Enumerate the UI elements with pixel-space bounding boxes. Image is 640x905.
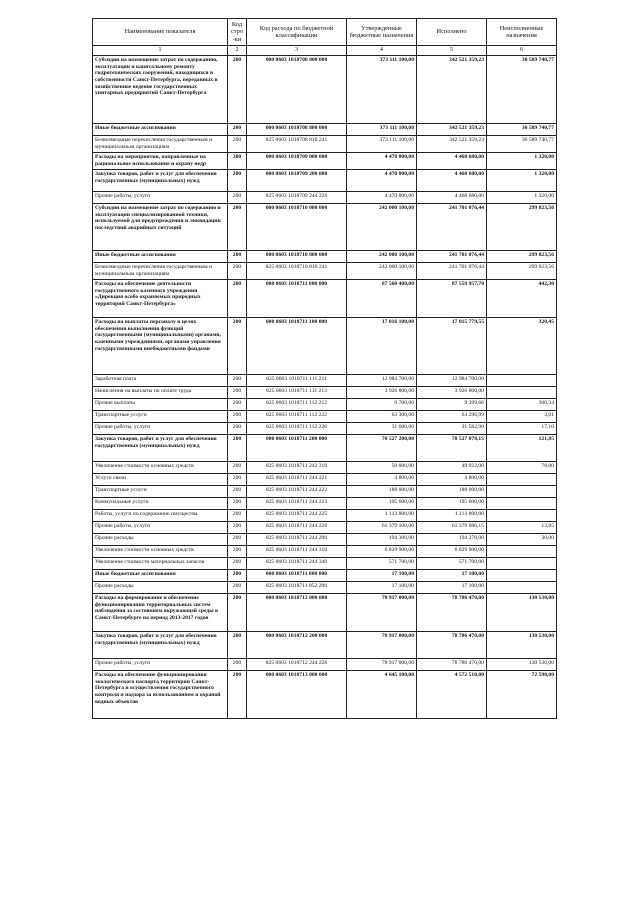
row-unexecuted: 17,10 xyxy=(487,423,557,435)
row-unexecuted: 30 589 740,77 xyxy=(487,136,557,153)
table-row xyxy=(93,435,557,462)
row-code: 200 xyxy=(228,474,247,486)
row-name: Увеличение стоимости материальных запасов xyxy=(93,558,228,570)
row-executed: 49 922,00 xyxy=(417,462,487,474)
row-unexecuted: 30 589 740,77 xyxy=(487,124,557,136)
row-classification: 825 0603 1018712 244 226 xyxy=(247,659,347,671)
row-unexecuted: 299 023,56 xyxy=(487,204,557,251)
row-name: Безвозмездные перечисления государственным и муниципальным организациям xyxy=(93,263,228,280)
row-classification: 825 0603 1018711 244 225 xyxy=(247,510,347,522)
row-classification: 000 0603 1018711 800 000 xyxy=(247,570,347,582)
row-classification: 000 0603 1018711 200 000 xyxy=(247,435,347,462)
header-number: 4 xyxy=(347,46,417,56)
row-code: 200 xyxy=(228,671,247,719)
row-approved: 9 700,00 xyxy=(347,399,417,411)
row-name: Безвозмездные перечисления государственным и муниципальным организациям xyxy=(93,136,228,153)
row-name: Расходы на формирование и обеспечение функционирования территориальных систем наблюдения за состоянием окружающей среды в Санкт-Петербурге на период 2013-2017 годов xyxy=(93,594,228,632)
row-unexecuted: 130 530,00 xyxy=(487,659,557,671)
row-code: 200 xyxy=(228,399,247,411)
row-name: Прочие работы, услуги xyxy=(93,522,228,534)
row-unexecuted xyxy=(487,570,557,582)
row-executed: 241 701 076,44 xyxy=(417,251,487,263)
row-executed: 3 926 800,00 xyxy=(417,387,487,399)
row-approved: 3 926 800,00 xyxy=(347,387,417,399)
header-numbers-row xyxy=(93,46,557,56)
row-executed: 4 468 680,00 xyxy=(417,192,487,204)
row-code: 200 xyxy=(228,411,247,423)
row-name: Прочие расходы xyxy=(93,582,228,594)
row-executed: 188 000,00 xyxy=(417,486,487,498)
table-row xyxy=(93,136,557,153)
row-code: 200 xyxy=(228,375,247,387)
row-name: Закупка товаров, работ и услуг для обеспечения государственных (муниципальных) нужд xyxy=(93,435,228,462)
row-unexecuted: 78,00 xyxy=(487,462,557,474)
row-unexecuted xyxy=(487,498,557,510)
row-code: 200 xyxy=(228,56,247,124)
row-unexecuted xyxy=(487,582,557,594)
row-executed: 1 113 800,00 xyxy=(417,510,487,522)
row-name: Расходы на выплаты персоналу в целях обеспечения выполнения функций государственными (муниципальными) органами, казенными учреждениями, органами управления государственными внебюджетными фондами xyxy=(93,318,228,375)
row-code: 200 xyxy=(228,462,247,474)
row-code: 200 xyxy=(228,170,247,192)
row-approved: 63 300,00 xyxy=(347,411,417,423)
row-unexecuted xyxy=(487,546,557,558)
row-classification: 825 0603 1018711 111 213 xyxy=(247,387,347,399)
row-classification: 825 0603 1018711 244 222 xyxy=(247,486,347,498)
row-approved: 61 379 100,00 xyxy=(347,522,417,534)
row-classification: 825 0603 1018708 810 241 xyxy=(247,136,347,153)
header-number: 2 xyxy=(228,46,247,56)
row-code: 200 xyxy=(228,522,247,534)
row-executed: 17 100,00 xyxy=(417,570,487,582)
table-body xyxy=(93,56,557,719)
table-row xyxy=(93,280,557,318)
row-approved: 70 527 200,00 xyxy=(347,435,417,462)
row-unexecuted: 30,00 xyxy=(487,534,557,546)
row-name: Закупка товаров, работ и услуг для обеспечения государственных (муниципальных) нужд xyxy=(93,632,228,659)
row-name: Транспортные услуги xyxy=(93,411,228,423)
row-classification: 000 0603 1018708 800 000 xyxy=(247,124,347,136)
row-approved: 4 800,00 xyxy=(347,474,417,486)
row-executed: 61 379 086,15 xyxy=(417,522,487,534)
row-classification: 825 0603 1018711 111 211 xyxy=(247,375,347,387)
table-header-row xyxy=(93,19,557,46)
row-executed: 4 468 680,00 xyxy=(417,153,487,170)
row-code: 200 xyxy=(228,510,247,522)
row-code: 200 xyxy=(228,582,247,594)
row-name: Прочие расходы xyxy=(93,534,228,546)
row-classification: 825 0603 1018711 244 290 xyxy=(247,534,347,546)
table-row xyxy=(93,582,557,594)
row-executed: 342 521 359,23 xyxy=(417,136,487,153)
row-code: 200 xyxy=(228,387,247,399)
table-row xyxy=(93,170,557,192)
table-row xyxy=(93,462,557,474)
header-executed: Исполнено xyxy=(417,19,487,46)
row-name: Увеличение стоимости основных средств xyxy=(93,546,228,558)
row-approved: 4 470 000,00 xyxy=(347,192,417,204)
row-approved: 50 000,00 xyxy=(347,462,417,474)
table-row xyxy=(93,510,557,522)
row-approved: 194 300,00 xyxy=(347,534,417,546)
row-code: 200 xyxy=(228,423,247,435)
row-unexecuted xyxy=(487,486,557,498)
row-approved: 242 000 100,00 xyxy=(347,263,417,280)
table-row xyxy=(93,56,557,124)
header-number: 1 xyxy=(93,46,228,56)
header-unexecuted: Неисполненные назначения xyxy=(487,19,557,46)
row-approved: 242 000 100,00 xyxy=(347,204,417,251)
table-row xyxy=(93,594,557,632)
table-row xyxy=(93,546,557,558)
table-row xyxy=(93,399,557,411)
row-executed: 342 521 359,23 xyxy=(417,56,487,124)
row-classification: 000 0603 1018712 000 000 xyxy=(247,594,347,632)
row-approved: 78 917 000,00 xyxy=(347,632,417,659)
row-unexecuted: 130 530,00 xyxy=(487,632,557,659)
row-classification: 825 0603 1018711 244 223 xyxy=(247,498,347,510)
table-row xyxy=(93,375,557,387)
row-name: Прочие работы, услуги xyxy=(93,423,228,435)
row-unexecuted: 299 023,56 xyxy=(487,263,557,280)
row-code: 200 xyxy=(228,435,247,462)
row-approved: 17 100,00 xyxy=(347,582,417,594)
row-classification: 000 0603 1018711 100 000 xyxy=(247,318,347,375)
row-approved: 1 113 800,00 xyxy=(347,510,417,522)
row-approved: 6 829 900,00 xyxy=(347,546,417,558)
header-number: 6 xyxy=(487,46,557,56)
row-classification: 825 0603 1018711 112 212 xyxy=(247,399,347,411)
row-name: Расходы на обеспечение деятельности государственного казенного учреждения «Дирекция особо охраняемых природных территорий Санкт-Петербурга» xyxy=(93,280,228,318)
row-name: Иные бюджетные ассигнования xyxy=(93,251,228,263)
row-approved: 87 560 400,00 xyxy=(347,280,417,318)
row-unexecuted: 130 530,00 xyxy=(487,594,557,632)
row-approved: 4 470 000,00 xyxy=(347,170,417,192)
table-row xyxy=(93,423,557,435)
row-name: Закупка товаров, работ и услуг для обеспечения государственных (муниципальных) нужд xyxy=(93,170,228,192)
row-code: 200 xyxy=(228,263,247,280)
row-executed: 4 800,00 xyxy=(417,474,487,486)
row-code: 200 xyxy=(228,251,247,263)
row-classification: 825 0603 1018711 852 290 xyxy=(247,582,347,594)
row-classification: 000 0603 1018710 800 000 xyxy=(247,251,347,263)
row-executed: 194 270,00 xyxy=(417,534,487,546)
row-unexecuted: 320,45 xyxy=(487,318,557,375)
row-classification: 000 0603 1018709 000 000 xyxy=(247,153,347,170)
row-code: 200 xyxy=(228,318,247,375)
row-code: 200 xyxy=(228,280,247,318)
row-executed: 17 015 779,55 xyxy=(417,318,487,375)
row-unexecuted: 13,85 xyxy=(487,522,557,534)
row-executed: 78 786 470,00 xyxy=(417,632,487,659)
row-name: Коммунальные услуги xyxy=(93,498,228,510)
row-name: Услуги связи xyxy=(93,474,228,486)
row-classification: 000 0603 1018713 000 000 xyxy=(247,671,347,719)
row-name: Прочие выплаты xyxy=(93,399,228,411)
row-classification: 825 0603 1018710 810 241 xyxy=(247,263,347,280)
row-name: Прочие работы, услуги xyxy=(93,192,228,204)
row-classification: 825 0603 1018711 244 340 xyxy=(247,558,347,570)
row-approved: 4 645 100,00 xyxy=(347,671,417,719)
row-code: 200 xyxy=(228,486,247,498)
table-row xyxy=(93,204,557,251)
table-row xyxy=(93,632,557,659)
row-unexecuted: 300,34 xyxy=(487,399,557,411)
row-approved: 373 111 100,00 xyxy=(347,56,417,124)
table-row xyxy=(93,486,557,498)
row-unexecuted: 442,30 xyxy=(487,280,557,318)
table-row xyxy=(93,318,557,375)
row-executed: 4 572 510,00 xyxy=(417,671,487,719)
row-approved: 195 600,00 xyxy=(347,498,417,510)
table-row xyxy=(93,263,557,280)
row-code: 200 xyxy=(228,498,247,510)
row-code: 200 xyxy=(228,594,247,632)
row-code: 200 xyxy=(228,659,247,671)
row-code: 200 xyxy=(228,546,247,558)
row-approved: 78 917 000,00 xyxy=(347,594,417,632)
row-executed: 70 527 078,15 xyxy=(417,435,487,462)
row-unexecuted xyxy=(487,510,557,522)
row-executed: 17 100,00 xyxy=(417,582,487,594)
row-unexecuted: 121,85 xyxy=(487,435,557,462)
row-name: Увеличение стоимости основных средств xyxy=(93,462,228,474)
row-executed: 4 468 680,00 xyxy=(417,170,487,192)
row-unexecuted: 30 589 740,77 xyxy=(487,56,557,124)
row-code: 200 xyxy=(228,124,247,136)
row-code: 200 xyxy=(228,558,247,570)
table-row xyxy=(93,192,557,204)
row-executed: 241 701 076,44 xyxy=(417,204,487,251)
row-approved: 12 984 700,00 xyxy=(347,375,417,387)
row-approved: 242 000 100,00 xyxy=(347,251,417,263)
row-name: Расходы на мероприятия, направленные на рациональное использование и охрану недр xyxy=(93,153,228,170)
row-code: 200 xyxy=(228,153,247,170)
row-classification: 000 0603 1018710 000 000 xyxy=(247,204,347,251)
row-approved: 4 470 000,00 xyxy=(347,153,417,170)
row-unexecuted xyxy=(487,558,557,570)
table-row xyxy=(93,251,557,263)
row-executed: 342 521 359,23 xyxy=(417,124,487,136)
row-unexecuted: 3,01 xyxy=(487,411,557,423)
budget-execution-table xyxy=(92,18,557,719)
row-executed: 12 984 700,00 xyxy=(417,375,487,387)
row-name: Расходы на обеспечение функционирования экологического паспорта территории Санкт-Петербурга и осуществления государственного контроля и надзора за использованием и охраной водных объектов xyxy=(93,671,228,719)
row-classification: 825 0603 1018709 244 226 xyxy=(247,192,347,204)
table-row xyxy=(93,153,557,170)
row-approved: 17 016 100,00 xyxy=(347,318,417,375)
row-code: 200 xyxy=(228,192,247,204)
row-approved: 571 700,00 xyxy=(347,558,417,570)
row-executed: 78 786 470,00 xyxy=(417,659,487,671)
row-code: 200 xyxy=(228,534,247,546)
header-name: Наименование показателя xyxy=(93,19,228,46)
row-approved: 373 111 100,00 xyxy=(347,124,417,136)
row-unexecuted xyxy=(487,474,557,486)
row-executed: 31 582,90 xyxy=(417,423,487,435)
row-code: 200 xyxy=(228,204,247,251)
header-number: 5 xyxy=(417,46,487,56)
row-executed: 78 786 470,00 xyxy=(417,594,487,632)
table-row xyxy=(93,474,557,486)
row-approved: 17 100,00 xyxy=(347,570,417,582)
row-approved: 78 917 000,00 xyxy=(347,659,417,671)
table-row xyxy=(93,124,557,136)
row-name: Транспортные услуги xyxy=(93,486,228,498)
row-executed: 6 829 900,00 xyxy=(417,546,487,558)
table-row xyxy=(93,570,557,582)
row-classification: 825 0603 1018711 244 221 xyxy=(247,474,347,486)
row-unexecuted xyxy=(487,375,557,387)
row-classification: 825 0603 1018711 112 226 xyxy=(247,423,347,435)
row-approved: 188 000,00 xyxy=(347,486,417,498)
table-row xyxy=(93,411,557,423)
row-approved: 373 111 100,00 xyxy=(347,136,417,153)
header-code: Код стро-ки xyxy=(228,19,247,46)
row-unexecuted: 72 590,00 xyxy=(487,671,557,719)
row-executed: 571 700,00 xyxy=(417,558,487,570)
row-unexecuted xyxy=(487,387,557,399)
header-classification: Код расхода по бюджетной классификации xyxy=(247,19,347,46)
row-name: Работы, услуги по содержанию имущества xyxy=(93,510,228,522)
row-executed: 195 600,00 xyxy=(417,498,487,510)
table-row xyxy=(93,671,557,719)
row-approved: 31 600,00 xyxy=(347,423,417,435)
row-classification: 825 0603 1018711 244 226 xyxy=(247,522,347,534)
row-unexecuted: 1 320,00 xyxy=(487,192,557,204)
row-unexecuted: 299 023,56 xyxy=(487,251,557,263)
row-name: Субсидии на возмещение затрат по содержанию, эксплуатации и капитальному ремонту гидротехнических сооружений, находящихся в собственности Санкт-Петербурга, переданных в хозяйственное ведение государственных унитарных предприятий Санкт-Петербурга xyxy=(93,56,228,124)
table-row xyxy=(93,534,557,546)
table-row xyxy=(93,659,557,671)
table-row xyxy=(93,387,557,399)
row-classification: 000 0603 1018711 000 000 xyxy=(247,280,347,318)
row-name: Субсидии на возмещение затрат по содержанию и эксплуатации специализированной техники, используемой для предупреждения и ликвидации последствий аварийных ситуаций xyxy=(93,204,228,251)
row-name: Прочие работы, услуги xyxy=(93,659,228,671)
row-name: Иные бюджетные ассигнования xyxy=(93,570,228,582)
row-executed: 9 399,66 xyxy=(417,399,487,411)
row-unexecuted: 1 320,00 xyxy=(487,170,557,192)
row-classification: 000 0603 1018708 000 000 xyxy=(247,56,347,124)
row-code: 200 xyxy=(228,136,247,153)
row-code: 200 xyxy=(228,632,247,659)
row-name: Начисления на выплаты по оплате труда xyxy=(93,387,228,399)
table-row xyxy=(93,522,557,534)
row-executed: 63 296,99 xyxy=(417,411,487,423)
row-classification: 000 0603 1018709 200 000 xyxy=(247,170,347,192)
row-executed: 241 701 076,44 xyxy=(417,263,487,280)
table-row xyxy=(93,498,557,510)
row-classification: 000 0603 1018712 200 000 xyxy=(247,632,347,659)
row-classification: 825 0603 1018711 112 222 xyxy=(247,411,347,423)
row-executed: 87 559 957,70 xyxy=(417,280,487,318)
row-unexecuted: 1 320,00 xyxy=(487,153,557,170)
header-number: 3 xyxy=(247,46,347,56)
table-row xyxy=(93,558,557,570)
row-name: Иные бюджетные ассигнования xyxy=(93,124,228,136)
row-classification: 825 0603 1018711 242 310 xyxy=(247,462,347,474)
row-name: Заработная плата xyxy=(93,375,228,387)
row-code: 200 xyxy=(228,570,247,582)
header-approved: Утвержденные бюджетные назначения xyxy=(347,19,417,46)
row-classification: 825 0603 1018711 244 310 xyxy=(247,546,347,558)
